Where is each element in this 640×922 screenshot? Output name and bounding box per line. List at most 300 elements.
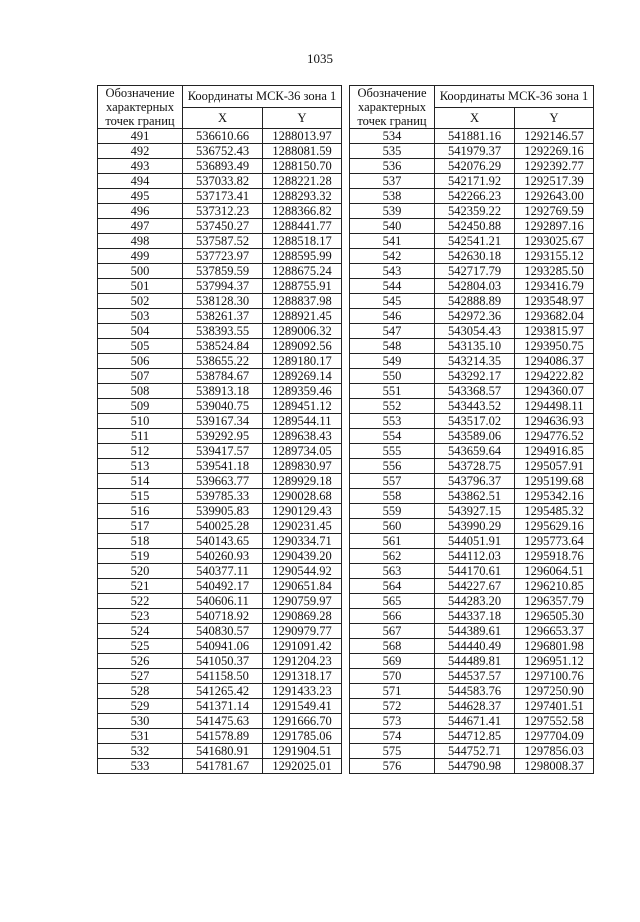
x-coordinate-cell: 542171.92	[435, 174, 515, 189]
x-coordinate-cell: 540025.28	[183, 519, 263, 534]
table-row	[350, 294, 594, 309]
table-row	[350, 444, 594, 459]
table-row	[350, 174, 594, 189]
x-coordinate-cell: 540377.11	[183, 564, 263, 579]
table-row	[350, 759, 594, 774]
y-coordinate-cell: 1292146.57	[515, 129, 594, 144]
y-coordinate-cell: 1290439.20	[263, 549, 342, 564]
point-number-cell: 498	[98, 234, 183, 249]
point-number-cell: 558	[350, 489, 435, 504]
point-number-cell: 567	[350, 624, 435, 639]
x-coordinate-cell: 539167.34	[183, 414, 263, 429]
x-coordinate-cell: 542804.03	[435, 279, 515, 294]
x-coordinate-cell: 541881.16	[435, 129, 515, 144]
designation-header: Обозначение характерных точек границ	[350, 86, 435, 129]
y-coordinate-cell: 1292897.16	[515, 219, 594, 234]
y-coordinate-cell: 1291904.51	[263, 744, 342, 759]
table-row	[350, 534, 594, 549]
point-number-cell: 571	[350, 684, 435, 699]
point-number-cell: 564	[350, 579, 435, 594]
x-coordinate-cell: 541680.91	[183, 744, 263, 759]
point-number-cell: 535	[350, 144, 435, 159]
point-number-cell: 497	[98, 219, 183, 234]
table-row	[350, 729, 594, 744]
x-coordinate-cell: 541050.37	[183, 654, 263, 669]
point-number-cell: 547	[350, 324, 435, 339]
point-number-cell: 520	[98, 564, 183, 579]
y-coordinate-cell: 1291785.06	[263, 729, 342, 744]
y-coordinate-cell: 1293025.67	[515, 234, 594, 249]
x-coordinate-cell: 541158.50	[183, 669, 263, 684]
table-row	[98, 459, 342, 474]
point-number-cell: 529	[98, 699, 183, 714]
table-row	[98, 714, 342, 729]
point-number-cell: 543	[350, 264, 435, 279]
table-row	[350, 309, 594, 324]
x-coordinate-cell: 543796.37	[435, 474, 515, 489]
table-row	[350, 639, 594, 654]
table-row	[350, 324, 594, 339]
y-coordinate-cell: 1295485.32	[515, 504, 594, 519]
y-coordinate-cell: 1297401.51	[515, 699, 594, 714]
table-row	[350, 369, 594, 384]
y-coordinate-cell: 1289638.43	[263, 429, 342, 444]
point-number-cell: 521	[98, 579, 183, 594]
y-coordinate-cell: 1292025.01	[263, 759, 342, 774]
x-coordinate-cell: 544790.98	[435, 759, 515, 774]
x-coordinate-cell: 543368.57	[435, 384, 515, 399]
y-coordinate-cell: 1296653.37	[515, 624, 594, 639]
y-coordinate-cell: 1294498.11	[515, 399, 594, 414]
x-coordinate-cell: 543292.17	[435, 369, 515, 384]
table-row	[98, 174, 342, 189]
y-coordinate-cell: 1290231.45	[263, 519, 342, 534]
x-coordinate-cell: 542076.29	[435, 159, 515, 174]
point-number-cell: 491	[98, 129, 183, 144]
y-coordinate-cell: 1291204.23	[263, 654, 342, 669]
point-number-cell: 507	[98, 369, 183, 384]
point-number-cell: 555	[350, 444, 435, 459]
table-row	[98, 579, 342, 594]
table-row	[350, 129, 594, 144]
table-row	[98, 744, 342, 759]
x-coordinate-cell: 541781.67	[183, 759, 263, 774]
point-number-cell: 493	[98, 159, 183, 174]
point-number-cell: 553	[350, 414, 435, 429]
table-row	[98, 639, 342, 654]
point-number-cell: 501	[98, 279, 183, 294]
point-number-cell: 552	[350, 399, 435, 414]
point-number-cell: 526	[98, 654, 183, 669]
table-row	[350, 684, 594, 699]
y-coordinate-cell: 1297856.03	[515, 744, 594, 759]
y-coordinate-cell: 1293950.75	[515, 339, 594, 354]
x-coordinate-cell: 541979.37	[435, 144, 515, 159]
x-coordinate-cell: 536610.66	[183, 129, 263, 144]
y-coordinate-cell: 1294086.37	[515, 354, 594, 369]
point-number-cell: 502	[98, 294, 183, 309]
point-number-cell: 533	[98, 759, 183, 774]
table-row	[98, 339, 342, 354]
x-coordinate-cell: 537587.52	[183, 234, 263, 249]
point-number-cell: 573	[350, 714, 435, 729]
table-row	[350, 414, 594, 429]
point-number-cell: 540	[350, 219, 435, 234]
x-coordinate-cell: 540941.06	[183, 639, 263, 654]
table-row	[98, 564, 342, 579]
x-coordinate-cell: 539417.57	[183, 444, 263, 459]
table-row	[98, 684, 342, 699]
point-number-cell: 572	[350, 699, 435, 714]
point-number-cell: 500	[98, 264, 183, 279]
x-coordinate-cell: 537723.97	[183, 249, 263, 264]
x-coordinate-cell: 539292.95	[183, 429, 263, 444]
page-number: 1035	[307, 51, 333, 66]
y-coordinate-cell: 1293416.79	[515, 279, 594, 294]
x-coordinate-cell: 543135.10	[435, 339, 515, 354]
point-number-cell: 534	[350, 129, 435, 144]
y-coordinate-cell: 1292269.16	[515, 144, 594, 159]
y-coordinate-cell: 1297250.90	[515, 684, 594, 699]
x-coordinate-cell: 538524.84	[183, 339, 263, 354]
point-number-cell: 522	[98, 594, 183, 609]
x-coordinate-cell: 543728.75	[435, 459, 515, 474]
x-coordinate-cell: 542717.79	[435, 264, 515, 279]
y-coordinate-cell: 1295773.64	[515, 534, 594, 549]
y-coordinate-cell: 1293285.50	[515, 264, 594, 279]
table-row	[350, 654, 594, 669]
table-row	[350, 609, 594, 624]
y-coordinate-cell: 1295918.76	[515, 549, 594, 564]
table-row	[350, 189, 594, 204]
point-number-cell: 530	[98, 714, 183, 729]
point-number-cell: 508	[98, 384, 183, 399]
point-number-cell: 574	[350, 729, 435, 744]
point-number-cell: 538	[350, 189, 435, 204]
point-number-cell: 550	[350, 369, 435, 384]
table-row	[98, 759, 342, 774]
point-number-cell: 575	[350, 744, 435, 759]
table-row	[98, 624, 342, 639]
x-coordinate-cell: 541475.63	[183, 714, 263, 729]
point-number-cell: 506	[98, 354, 183, 369]
x-coordinate-cell: 544671.41	[435, 714, 515, 729]
point-number-cell: 570	[350, 669, 435, 684]
y-coordinate-cell: 1296357.79	[515, 594, 594, 609]
y-coordinate-cell: 1290651.84	[263, 579, 342, 594]
y-coordinate-cell: 1294360.07	[515, 384, 594, 399]
x-coordinate-cell: 538261.37	[183, 309, 263, 324]
table-row	[98, 474, 342, 489]
y-coordinate-cell: 1288366.82	[263, 204, 342, 219]
table-row	[98, 204, 342, 219]
table-row	[350, 144, 594, 159]
table-row	[98, 309, 342, 324]
y-coordinate-cell: 1288675.24	[263, 264, 342, 279]
point-number-cell: 548	[350, 339, 435, 354]
y-coordinate-cell: 1290544.92	[263, 564, 342, 579]
point-number-cell: 561	[350, 534, 435, 549]
x-coordinate-cell: 536893.49	[183, 159, 263, 174]
point-number-cell: 560	[350, 519, 435, 534]
x-header: X	[183, 107, 263, 129]
y-coordinate-cell: 1289180.17	[263, 354, 342, 369]
coords-header: Координаты МСК-36 зона 1	[435, 86, 594, 108]
y-coordinate-cell: 1288518.17	[263, 234, 342, 249]
point-number-cell: 492	[98, 144, 183, 159]
point-number-cell: 565	[350, 594, 435, 609]
table-row	[350, 579, 594, 594]
table-row	[98, 369, 342, 384]
table-row	[98, 189, 342, 204]
x-coordinate-cell: 542888.89	[435, 294, 515, 309]
table-row	[98, 144, 342, 159]
table-row	[98, 699, 342, 714]
y-coordinate-cell: 1295199.68	[515, 474, 594, 489]
x-coordinate-cell: 544712.85	[435, 729, 515, 744]
y-coordinate-cell: 1290334.71	[263, 534, 342, 549]
table-row	[350, 384, 594, 399]
point-number-cell: 539	[350, 204, 435, 219]
y-coordinate-cell: 1297100.76	[515, 669, 594, 684]
x-coordinate-cell: 543214.35	[435, 354, 515, 369]
x-coordinate-cell: 544283.20	[435, 594, 515, 609]
table-row	[350, 474, 594, 489]
table-row	[350, 159, 594, 174]
y-coordinate-cell: 1289006.32	[263, 324, 342, 339]
point-number-cell: 512	[98, 444, 183, 459]
point-number-cell: 513	[98, 459, 183, 474]
y-coordinate-cell: 1295342.16	[515, 489, 594, 504]
point-number-cell: 549	[350, 354, 435, 369]
table-row	[98, 159, 342, 174]
y-header: Y	[515, 107, 594, 129]
table-row	[350, 234, 594, 249]
point-number-cell: 563	[350, 564, 435, 579]
y-coordinate-cell: 1289734.05	[263, 444, 342, 459]
table-row	[98, 519, 342, 534]
table-row	[350, 489, 594, 504]
x-coordinate-cell: 542266.23	[435, 189, 515, 204]
right-table-body	[350, 129, 594, 774]
y-coordinate-cell: 1292769.59	[515, 204, 594, 219]
table-row	[350, 204, 594, 219]
table-row	[350, 354, 594, 369]
designation-header: Обозначение характерных точек границ	[98, 86, 183, 129]
y-coordinate-cell: 1295057.91	[515, 459, 594, 474]
table-row	[98, 729, 342, 744]
x-coordinate-cell: 544051.91	[435, 534, 515, 549]
y-coordinate-cell: 1294636.93	[515, 414, 594, 429]
x-coordinate-cell: 542450.88	[435, 219, 515, 234]
y-coordinate-cell: 1289544.11	[263, 414, 342, 429]
x-coordinate-cell: 537859.59	[183, 264, 263, 279]
y-coordinate-cell: 1291666.70	[263, 714, 342, 729]
y-coordinate-cell: 1288081.59	[263, 144, 342, 159]
y-coordinate-cell: 1292643.00	[515, 189, 594, 204]
x-coordinate-cell: 539785.33	[183, 489, 263, 504]
point-number-cell: 559	[350, 504, 435, 519]
y-coordinate-cell: 1296064.51	[515, 564, 594, 579]
y-coordinate-cell: 1293155.12	[515, 249, 594, 264]
table-row	[98, 609, 342, 624]
y-coordinate-cell: 1297704.09	[515, 729, 594, 744]
point-number-cell: 515	[98, 489, 183, 504]
x-coordinate-cell: 538655.22	[183, 354, 263, 369]
x-coordinate-cell: 544112.03	[435, 549, 515, 564]
point-number-cell: 505	[98, 339, 183, 354]
x-coordinate-cell: 540260.93	[183, 549, 263, 564]
y-coordinate-cell: 1288921.45	[263, 309, 342, 324]
y-coordinate-cell: 1290759.97	[263, 594, 342, 609]
table-row	[98, 354, 342, 369]
point-number-cell: 524	[98, 624, 183, 639]
x-coordinate-cell: 540830.57	[183, 624, 263, 639]
point-number-cell: 519	[98, 549, 183, 564]
table-row	[98, 654, 342, 669]
x-coordinate-cell: 542630.18	[435, 249, 515, 264]
table-row	[350, 519, 594, 534]
point-number-cell: 499	[98, 249, 183, 264]
y-coordinate-cell: 1288150.70	[263, 159, 342, 174]
table-row	[350, 744, 594, 759]
x-coordinate-cell: 542359.22	[435, 204, 515, 219]
x-coordinate-cell: 544227.67	[435, 579, 515, 594]
table-row	[98, 534, 342, 549]
y-coordinate-cell: 1292392.77	[515, 159, 594, 174]
y-coordinate-cell: 1296505.30	[515, 609, 594, 624]
table-row	[98, 219, 342, 234]
x-coordinate-cell: 537033.82	[183, 174, 263, 189]
table-row	[350, 714, 594, 729]
x-coordinate-cell: 543990.29	[435, 519, 515, 534]
y-coordinate-cell: 1289830.97	[263, 459, 342, 474]
y-coordinate-cell: 1289929.18	[263, 474, 342, 489]
table-row	[98, 429, 342, 444]
table-row	[98, 384, 342, 399]
x-coordinate-cell: 543927.15	[435, 504, 515, 519]
y-coordinate-cell: 1295629.16	[515, 519, 594, 534]
point-number-cell: 516	[98, 504, 183, 519]
x-coordinate-cell: 543443.52	[435, 399, 515, 414]
x-coordinate-cell: 544628.37	[435, 699, 515, 714]
x-coordinate-cell: 544440.49	[435, 639, 515, 654]
x-coordinate-cell: 539040.75	[183, 399, 263, 414]
point-number-cell: 562	[350, 549, 435, 564]
table-row	[98, 324, 342, 339]
point-number-cell: 569	[350, 654, 435, 669]
point-number-cell: 541	[350, 234, 435, 249]
table-row	[98, 594, 342, 609]
table-row	[98, 399, 342, 414]
table-row	[350, 594, 594, 609]
point-number-cell: 568	[350, 639, 435, 654]
y-coordinate-cell: 1291549.41	[263, 699, 342, 714]
y-coordinate-cell: 1288013.97	[263, 129, 342, 144]
x-coordinate-cell: 543659.64	[435, 444, 515, 459]
y-header: Y	[263, 107, 342, 129]
x-coordinate-cell: 542972.36	[435, 309, 515, 324]
table-row	[350, 699, 594, 714]
y-coordinate-cell: 1289359.46	[263, 384, 342, 399]
y-coordinate-cell: 1291091.42	[263, 639, 342, 654]
x-coordinate-cell: 544583.76	[435, 684, 515, 699]
point-number-cell: 517	[98, 519, 183, 534]
x-coordinate-cell: 541265.42	[183, 684, 263, 699]
point-number-cell: 556	[350, 459, 435, 474]
table-row	[98, 249, 342, 264]
table-row	[350, 459, 594, 474]
x-coordinate-cell: 539541.18	[183, 459, 263, 474]
table-row	[98, 279, 342, 294]
point-number-cell: 503	[98, 309, 183, 324]
y-coordinate-cell: 1293682.04	[515, 309, 594, 324]
x-coordinate-cell: 538393.55	[183, 324, 263, 339]
y-coordinate-cell: 1290979.77	[263, 624, 342, 639]
y-coordinate-cell: 1294776.52	[515, 429, 594, 444]
point-number-cell: 531	[98, 729, 183, 744]
y-coordinate-cell: 1289092.56	[263, 339, 342, 354]
x-coordinate-cell: 538128.30	[183, 294, 263, 309]
point-number-cell: 537	[350, 174, 435, 189]
table-row	[350, 264, 594, 279]
x-coordinate-cell: 543862.51	[435, 489, 515, 504]
y-coordinate-cell: 1291318.17	[263, 669, 342, 684]
x-coordinate-cell: 544752.71	[435, 744, 515, 759]
point-number-cell: 523	[98, 609, 183, 624]
table-row	[98, 414, 342, 429]
x-coordinate-cell: 537173.41	[183, 189, 263, 204]
table-row	[350, 279, 594, 294]
x-coordinate-cell: 544537.57	[435, 669, 515, 684]
coordinates-table-left	[97, 85, 342, 774]
y-coordinate-cell: 1289451.12	[263, 399, 342, 414]
table-row	[350, 564, 594, 579]
y-coordinate-cell: 1293815.97	[515, 324, 594, 339]
table-row	[350, 549, 594, 564]
y-coordinate-cell: 1296951.12	[515, 654, 594, 669]
point-number-cell: 566	[350, 609, 435, 624]
point-number-cell: 511	[98, 429, 183, 444]
coordinates-table-right	[349, 85, 594, 774]
y-coordinate-cell: 1290028.68	[263, 489, 342, 504]
point-number-cell: 545	[350, 294, 435, 309]
x-coordinate-cell: 543589.06	[435, 429, 515, 444]
y-coordinate-cell: 1288595.99	[263, 249, 342, 264]
x-coordinate-cell: 541371.14	[183, 699, 263, 714]
y-coordinate-cell: 1298008.37	[515, 759, 594, 774]
y-coordinate-cell: 1290129.43	[263, 504, 342, 519]
x-coordinate-cell: 540606.11	[183, 594, 263, 609]
point-number-cell: 546	[350, 309, 435, 324]
point-number-cell: 509	[98, 399, 183, 414]
y-coordinate-cell: 1288441.77	[263, 219, 342, 234]
y-coordinate-cell: 1292517.39	[515, 174, 594, 189]
table-row	[98, 444, 342, 459]
table-row	[98, 129, 342, 144]
y-coordinate-cell: 1294916.85	[515, 444, 594, 459]
table-row	[98, 294, 342, 309]
y-coordinate-cell: 1296210.85	[515, 579, 594, 594]
table-row	[350, 504, 594, 519]
y-coordinate-cell: 1294222.82	[515, 369, 594, 384]
y-coordinate-cell: 1288221.28	[263, 174, 342, 189]
y-coordinate-cell: 1291433.23	[263, 684, 342, 699]
x-coordinate-cell: 538913.18	[183, 384, 263, 399]
x-coordinate-cell: 539663.77	[183, 474, 263, 489]
table-row	[350, 624, 594, 639]
point-number-cell: 576	[350, 759, 435, 774]
